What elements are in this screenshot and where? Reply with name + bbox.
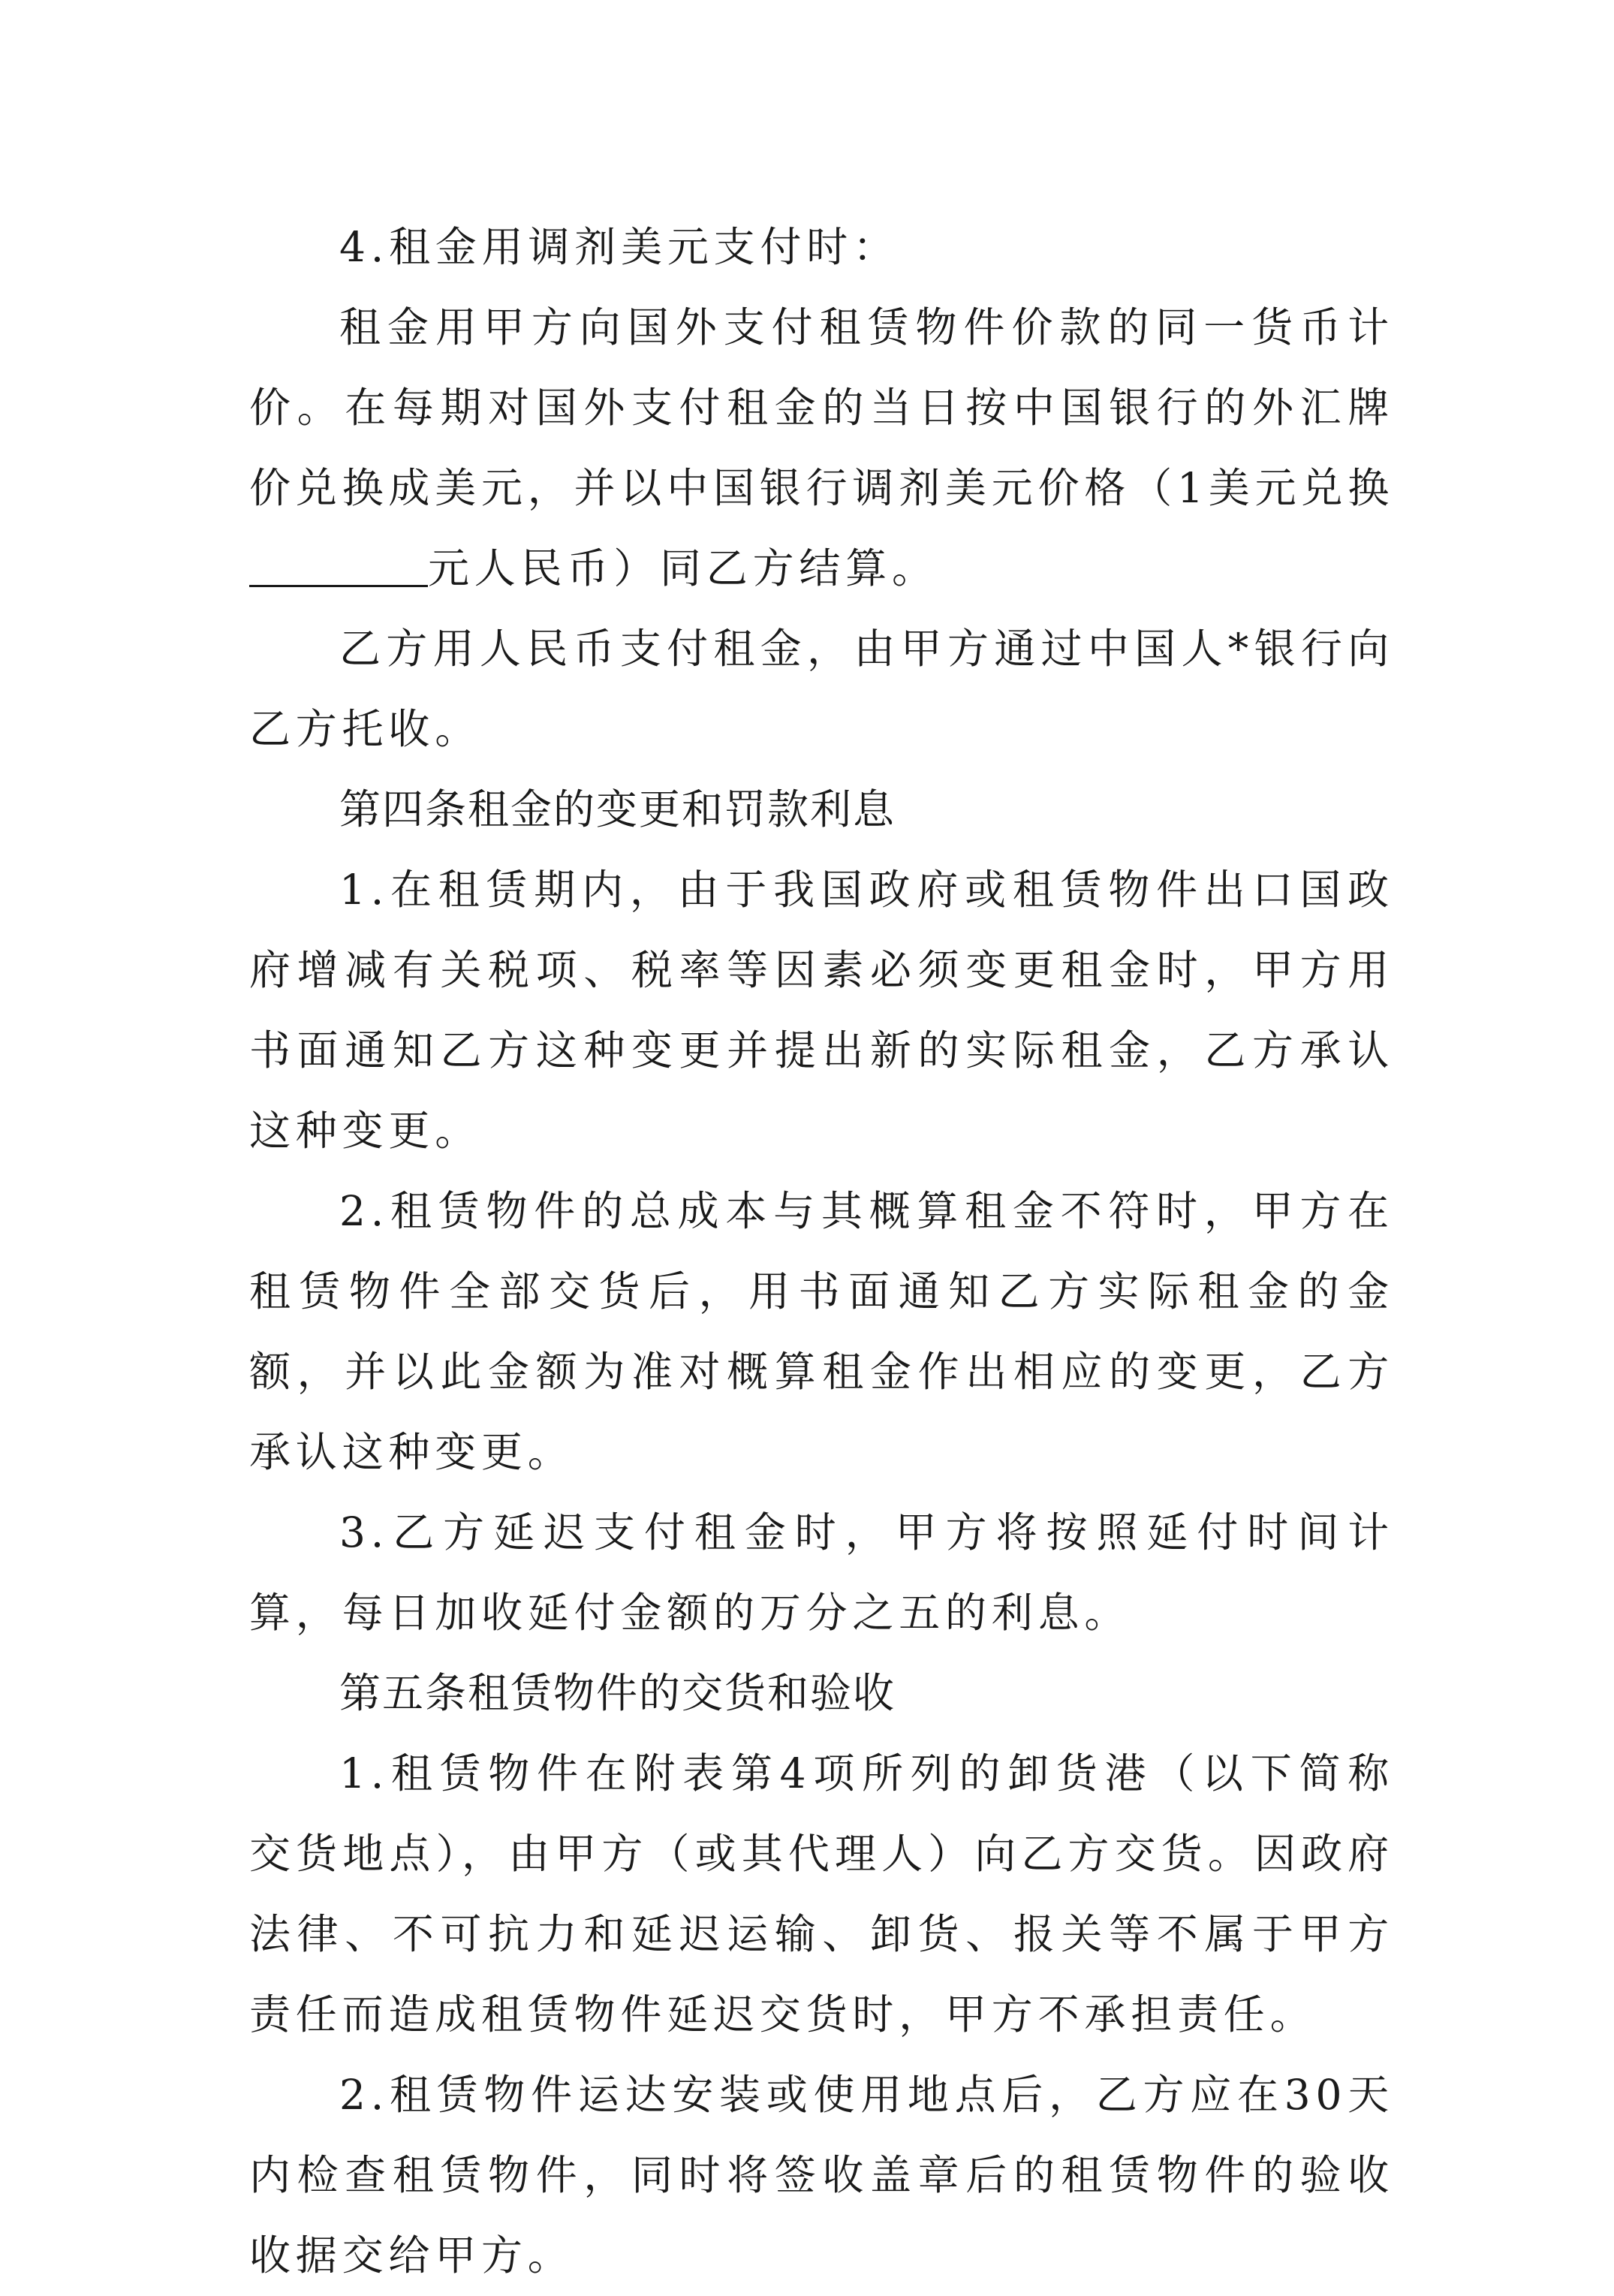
- exchange-rate-blank: [249, 547, 428, 587]
- paragraph-inspection: 2.租赁物件运达安装或使用地点后，乙方应在30天内检查租赁物件，同时将签收盖章后的租赁物件的验收收据交给甲方。: [249, 2071, 1394, 2279]
- paragraph-currency-pricing-text: 租金用甲方向国外支付租赁物件价款的同一货币计价。在每期对国外支付租金的当日按中国银行的外汇牌价兑换成美元，并以中国银行调剂美元价格（1美元兑换: [249, 303, 1394, 512]
- paragraph-delivery-location: 1.租赁物件在附表第4项所列的卸货港（以下简称交货地点），由甲方（或其代理人）向乙方交货。因政府法律、不可抗力和延迟运输、卸货、报关等不属于甲方责任而造成租赁物件延迟交货时，甲方不承担责任。: [249, 1749, 1394, 2038]
- paragraph-rent-change-tax: 1.在租赁期内，由于我国政府或租赁物件出口国政府增减有关税项、税率等因素必须变更租金时，甲方用书面通知乙方这种变更并提出新的实际租金，乙方承认这种变更。: [249, 866, 1394, 1155]
- document-body: [249, 207, 1394, 2296]
- paragraph-rmb-payment: 乙方用人民币支付租金，由甲方通过中国人*银行向乙方托收。: [249, 625, 1394, 753]
- paragraph-payment-method: 4.租金用调剂美元支付时：: [339, 223, 899, 271]
- paragraph-late-interest: 3.乙方延迟支付租金时，甲方将按照延付时间计算，每日加收延付金额的万分之五的利息。: [249, 1508, 1394, 1637]
- paragraph-currency-pricing: [249, 288, 1394, 609]
- article-four-heading: 第四条租金的变更和罚款利息: [339, 785, 896, 833]
- paragraph-currency-pricing-end: 元人民币）同乙方结算。: [428, 544, 938, 592]
- article-five-heading: 第五条租赁物件的交货和验收: [339, 1669, 896, 1717]
- paragraph-rent-change-cost: 2.租赁物件的总成本与其概算租金不符时，甲方在租赁物件全部交货后，用书面通知乙方实际租金的金额，并以此金额为准对概算租金作出相应的变更，乙方承认这种变更。: [249, 1187, 1394, 1476]
